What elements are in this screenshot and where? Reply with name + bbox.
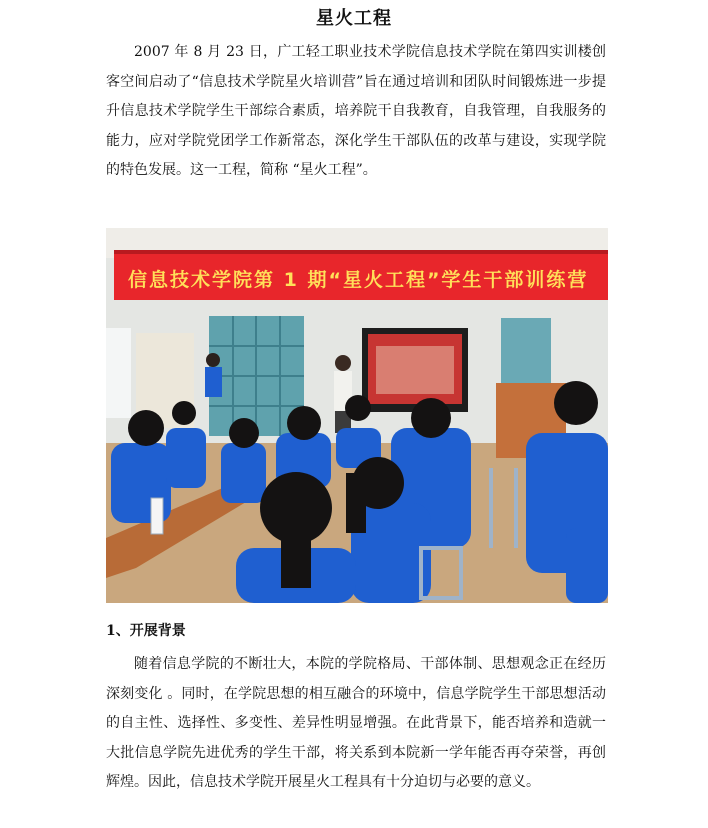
document-title: 星火工程 [316,8,392,29]
section-body: 随着信息学院的不断壮大，本院的学院格局、干部体制、思想观念正在经历深刻变化 。同时，在学院思想的相互融合的环境中，信息学院学生干部思想活动的自主性、选择性、多变性、差异性明显增强。在此背景下，能否培养和造就一大批信息学院先进优秀的学生干部，将关系到本院新一学年能否再夺荣誉，再创辉煌。因此，信息技术学院开展星火工程具有十分迫切与必要的意义。 [106,656,606,790]
section-heading: 1、开展背景 [106,623,186,639]
training-camp-photo [106,228,608,603]
banner-text: 信息技术学院第 1 期“星火工程”学生干部训练营 [128,269,589,291]
intro-paragraph: 2007 年 8 月 23 日，广工轻工职业技术学院信息技术学院在第四实训楼创客空间启动了“信息技术学院星火培训营”旨在通过培训和团队时间锻炼进一步提升信息技术学院学生干部综合素质，培养院干自我教育，自我管理，自我服务的能力，应对学院党团学工作新常态，深化学生干部队伍的改革与建设，实现学院的特色发展。这一工程，简称 “星火工程”。 [106,44,606,178]
